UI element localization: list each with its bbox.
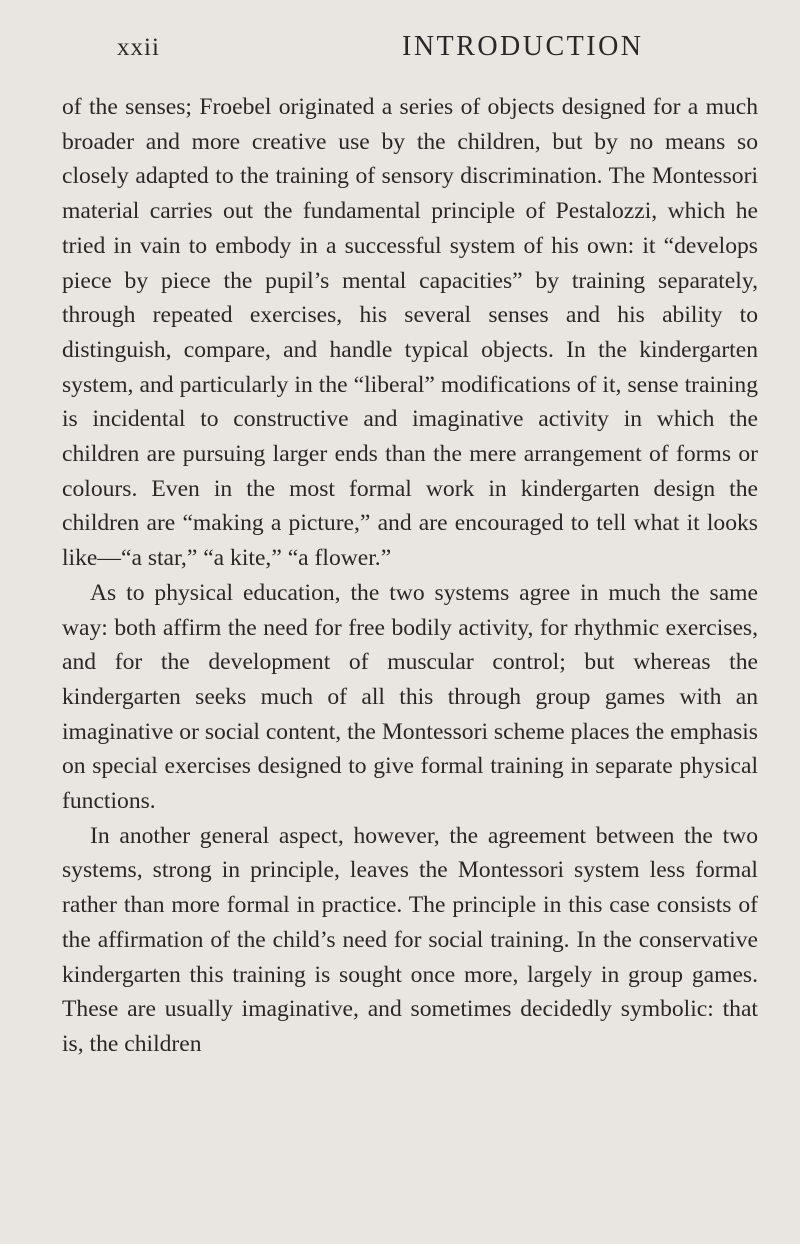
body-text [62,90,758,1062]
page-header [62,0,758,90]
paragraph-1: of the senses; Froebel originated a series of objects designed for a much broader and more creative use by the children, but by no means so closely adapted to the training of sensory discrimination. The Montessori material carries out the fundamental principle of Pestalozzi, which he tried in vain to embody in a successful system of his own: it “develops piece by piece the pupil’s mental capacities” by training separately, through repeated exercises, his several senses and his ability to distinguish, compare, and handle typical objects. In the kindergarten system, and particularly in the “liberal” modifications of it, sense training is incidental to constructive and imaginative activity in which the children are pursuing larger ends than the mere arrangement of forms or colours. Even in the most formal work in kindergarten design the children are “making a picture,” and are encouraged to tell what it looks like—“a star,” “a kite,” “a flower.” [62,94,758,572]
paragraph-3: In another general aspect, however, the agreement between the two systems, strong in principle, leaves the Montessori system less formal rather than more formal in practice. The principle in this case consists of the affirmation of the child’s need for social training. In the conservative kindergarten this training is sought once more, largely in group games. These are usually imaginative, and sometimes decidedly symbolic: that is, the children [62,822,758,1057]
running-head: INTRODUCTION [402,31,644,62]
page-number: xxii [117,34,160,61]
paragraph-2: As to physical education, the two systems agree in much the same way: both affirm the need for free bodily activity, for rhythmic exercises, and for the development of muscular control; but whereas the kindergarten seeks much of all this through group games with an imaginative or social content, the Montessori scheme places the emphasis on special exercises designed to give formal training in separate physical functions. [62,579,758,815]
